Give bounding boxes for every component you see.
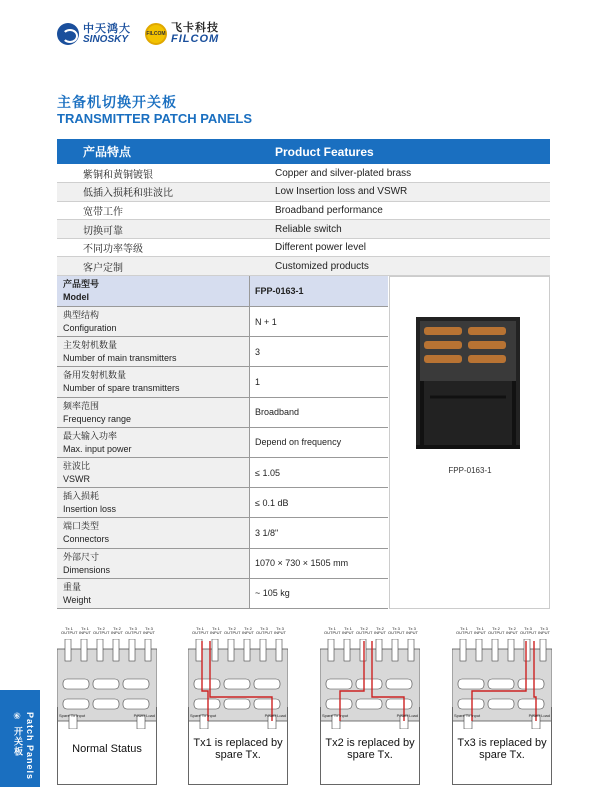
port-label: Tx 1 INPUT: [342, 626, 354, 635]
spec-value: 3: [255, 346, 261, 357]
feature-row: [57, 220, 550, 239]
spec-header-cn: 产品型号: [63, 279, 100, 289]
spec-label-en: Max. input power: [63, 443, 132, 454]
spec-row: [57, 398, 388, 428]
spec-label-cn: 插入损耗: [63, 491, 100, 502]
spec-row: [57, 549, 388, 579]
spec-table: [57, 276, 388, 609]
feature-cn: 低插入损耗和驻波比: [57, 183, 275, 202]
feature-en: Customized products: [275, 257, 550, 276]
spec-label-cn: 备用发射机数量: [63, 370, 127, 381]
filcom-en: FILCOM: [171, 33, 220, 45]
feature-row: [57, 183, 550, 202]
spare-tx-label: Spare Tx Input: [190, 713, 217, 718]
spec-label-en: Number of spare transmitters: [63, 383, 180, 394]
feature-cn: 紫铜和黄铜镀银: [57, 164, 275, 183]
power-load-label: Power Load: [264, 713, 286, 718]
spec-label: [57, 549, 250, 578]
port-label: Tx 2 OUTPUT: [93, 626, 110, 635]
port-label: Tx 3 OUTPUT: [125, 626, 142, 635]
spec-label: [57, 428, 250, 457]
port-label: Tx 2 INPUT: [374, 626, 386, 635]
feature-cn: 切换可靠: [57, 220, 275, 239]
spec-label-cn: 外部尺寸: [63, 551, 100, 562]
spec-label-cn: 典型结构: [63, 310, 100, 320]
spec-row: [57, 518, 388, 548]
spec-label: [57, 488, 250, 517]
spec-value: N + 1: [255, 316, 277, 327]
spec-label: [57, 579, 250, 608]
power-load-label: Power Load: [133, 713, 155, 718]
filcom-cn: 飞卡科技: [171, 22, 219, 34]
spec-row: [57, 307, 388, 337]
features-header-en: Product Features: [275, 144, 374, 159]
spec-header-row: [57, 276, 388, 307]
spec-row: [57, 337, 388, 367]
port-label: Tx 1 OUTPUT: [324, 626, 341, 635]
spec-header-label: [57, 276, 250, 306]
sinosky-logo-text: [83, 24, 131, 45]
sinosky-en: SINOSKY: [83, 33, 129, 45]
power-load-label: Power Load: [396, 713, 418, 718]
spec-row: [57, 488, 388, 518]
diagram-status: Normal Status: [72, 743, 142, 755]
spec-label-cn: 端口类型: [63, 521, 100, 532]
feature-cn: 不同功率等级: [57, 238, 275, 257]
spec-label: [57, 398, 250, 427]
spec-label-cn: 主发射机数量: [63, 340, 118, 351]
feature-row: [57, 201, 550, 220]
spec-label-cn: 重量: [63, 581, 82, 592]
port-label: Tx 2 INPUT: [111, 626, 123, 635]
side-tab-en: Patch Panels: [25, 712, 35, 781]
diagram-panel: [57, 627, 157, 787]
feature-en: Reliable switch: [275, 220, 550, 239]
spec-label-en: Weight: [63, 594, 91, 605]
side-tab-label: [12, 712, 35, 787]
spec-label-en: Frequency range: [63, 413, 132, 424]
spec-value: 1070 × 730 × 1505 mm: [255, 558, 349, 569]
port-label: Tx 3 OUTPUT: [520, 626, 537, 635]
spec-value: ~ 105 kg: [255, 588, 290, 599]
port-label: Tx 2 OUTPUT: [488, 626, 505, 635]
spec-body: [57, 307, 388, 609]
port-label: Tx 1 INPUT: [474, 626, 486, 635]
feature-en: Different power level: [275, 238, 550, 257]
diagram-status: Tx1 is replaced by spare Tx.: [193, 737, 283, 761]
spec-row: [57, 458, 388, 488]
spec-label-en: Dimensions: [63, 564, 111, 575]
port-label: Tx 3 INPUT: [143, 626, 155, 635]
spec-value: 1: [255, 376, 261, 387]
spec-label-cn: 驻波比: [63, 460, 91, 471]
logo-row: [57, 20, 219, 48]
spec-label-en: Insertion loss: [63, 504, 117, 515]
product-photo: [389, 276, 550, 609]
feature-en: Broadband performance: [275, 201, 550, 220]
features-header-cn: 产品特点: [83, 145, 132, 159]
filcom-logo-icon: FILCOM: [145, 23, 167, 45]
spec-label: [57, 367, 250, 396]
feature-row: [57, 238, 550, 257]
spec-row: [57, 428, 388, 458]
port-label: Tx 1 INPUT: [79, 626, 91, 635]
spec-label-en: Number of main transmitters: [63, 353, 177, 364]
diagram-panel: [452, 627, 552, 787]
spec-label-cn: 最大输入功率: [63, 430, 118, 441]
spec-label-en: VSWR: [63, 473, 90, 484]
diagram-status: Tx3 is replaced by spare Tx.: [457, 737, 547, 761]
feature-en: Low Insertion loss and VSWR: [275, 183, 550, 202]
spec-header-value: FPP-0163-1: [250, 276, 388, 306]
spec-label-cn: 频率范围: [63, 400, 100, 411]
port-label: Tx 1 INPUT: [210, 626, 222, 635]
port-label: Tx 2 INPUT: [506, 626, 518, 635]
spec-label: [57, 307, 250, 336]
spec-row: [57, 579, 388, 609]
patch-panel-image: [390, 277, 549, 608]
feature-en: Copper and silver-plated brass: [275, 164, 550, 183]
port-label: Tx 3 INPUT: [406, 626, 418, 635]
spec-label: [57, 458, 250, 487]
photo-caption: FPP-0163-1: [448, 466, 492, 475]
spec-value: 3 1/8": [255, 527, 279, 538]
spec-header-en: Model: [63, 292, 89, 302]
page-title-cn: 主备机切换开关板: [57, 94, 177, 110]
features-table: [57, 139, 550, 276]
feature-row: [57, 164, 550, 183]
features-body: [57, 164, 550, 276]
port-label: Tx 1 OUTPUT: [61, 626, 78, 635]
diagram-status: Tx2 is replaced by spare Tx.: [325, 737, 415, 761]
spec-label: [57, 337, 250, 366]
page-title-en: TRANSMITTER PATCH PANELS: [57, 111, 252, 126]
port-label: Tx 2 INPUT: [242, 626, 254, 635]
spare-tx-label: Spare Tx Input: [59, 713, 86, 718]
side-tab-cn: ⑥ 开关板: [13, 712, 23, 757]
port-label: Tx 3 INPUT: [538, 626, 550, 635]
spec-label: [57, 518, 250, 547]
port-label: Tx 1 OUTPUT: [192, 626, 209, 635]
spec-label-en: Configuration: [63, 323, 117, 333]
sinosky-logo-icon: [57, 23, 79, 45]
spec-row: [57, 367, 388, 397]
feature-cn: 宽带工作: [57, 201, 275, 220]
port-label: Tx 3 INPUT: [274, 626, 286, 635]
spec-label-en: Connectors: [63, 534, 110, 545]
spare-tx-label: Spare Tx Input: [322, 713, 349, 718]
port-label: Tx 2 OUTPUT: [356, 626, 373, 635]
port-label: Tx 3 OUTPUT: [256, 626, 273, 635]
spec-value: ≤ 0.1 dB: [255, 497, 289, 508]
diagram-panel: [320, 627, 420, 787]
port-label: Tx 1 OUTPUT: [456, 626, 473, 635]
spec-value: ≤ 1.05: [255, 467, 280, 478]
sinosky-cn: 中天鸿大: [83, 22, 131, 35]
port-label: Tx 3 OUTPUT: [388, 626, 405, 635]
power-load-label: Power Load: [528, 713, 550, 718]
filcom-logo-text: [171, 23, 219, 45]
spare-tx-label: Spare Tx Input: [454, 713, 481, 718]
spec-value: Depend on frequency: [255, 437, 342, 448]
features-header: [57, 139, 550, 164]
diagram-panel: [188, 627, 288, 787]
port-label: Tx 2 OUTPUT: [224, 626, 241, 635]
feature-row: [57, 257, 550, 276]
spec-value: Broadband: [255, 407, 300, 418]
feature-cn: 客户定制: [57, 257, 275, 276]
